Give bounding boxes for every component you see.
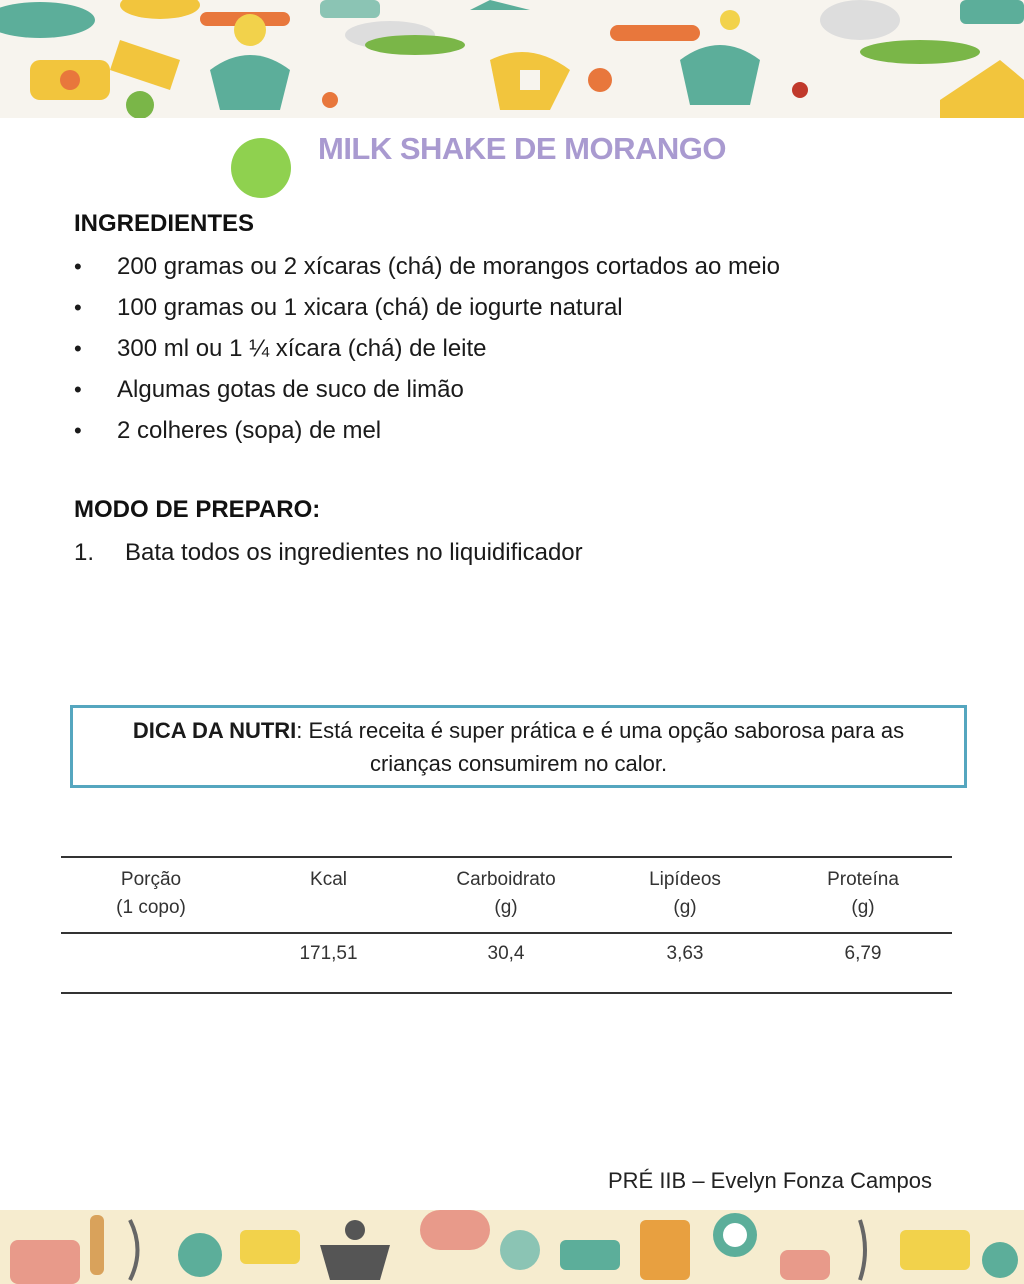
ingredient-text: 2 colheres (sopa) de mel [117, 417, 382, 444]
value-cell-protein: 6,79 [844, 943, 882, 964]
ingredients-heading: INGREDIENTES [74, 210, 255, 237]
value-cell-lipids: 3,63 [666, 943, 704, 964]
ingredient-text: 200 gramas ou 2 xícaras (chá) de morangos cortados ao meio [117, 253, 781, 280]
tip-text-line2: crianças consumirem no calor. [369, 751, 668, 776]
method-step [74, 536, 583, 570]
footer-credit: PRÉ IIB – Evelyn Fonza Campos [607, 1168, 932, 1193]
bottom-decorative-banner [0, 1210, 1024, 1284]
tip-text-line1: : Está receita é super prática e é uma opção saborosa para as [296, 718, 905, 743]
bullet-icon: • [74, 336, 82, 361]
ingredient-item [74, 332, 780, 373]
ingredient-item [74, 414, 780, 455]
top-decorative-banner [0, 0, 1024, 118]
step-text: Bata todos os ingredientes no liquidificador [125, 539, 583, 566]
bullet-icon: • [74, 377, 82, 402]
method-heading: MODO DE PREPARO: [74, 496, 321, 523]
nutrition-table [61, 856, 952, 994]
kitchen-utensils-illustration [0, 1210, 1024, 1284]
value-cell-carbs: 30,4 [487, 943, 525, 964]
ingredient-text: Algumas gotas de suco de limão [117, 376, 464, 403]
tip-label: DICA DA NUTRI [132, 718, 297, 743]
recipe-title: MILK SHAKE DE MORANGO [318, 131, 726, 166]
step-number: 1. [74, 539, 95, 566]
title-dot-decoration [231, 138, 291, 198]
bullet-icon: • [74, 295, 82, 320]
header-cell-protein: Proteína (g) [827, 869, 899, 918]
value-cell-portion [61, 933, 241, 993]
ingredient-item [74, 291, 780, 332]
ingredient-item [74, 373, 780, 414]
header-cell-carbs: Carboidrato (g) [456, 869, 556, 918]
nutrition-values-row [61, 933, 952, 993]
header-cell-kcal: Kcal [310, 869, 347, 890]
nutrition-header-row [61, 857, 952, 933]
ingredient-text: 100 gramas ou 1 xicara (chá) de iogurte natural [117, 294, 623, 321]
nutritionist-tip-box [70, 705, 967, 788]
bullet-icon: • [74, 418, 82, 443]
ingredient-text: 300 ml ou 1 ¼ xícara (chá) de leite [117, 335, 487, 362]
kitchen-pattern-illustration [0, 0, 1024, 118]
bullet-icon: • [74, 254, 82, 279]
header-cell-lipids: Lipídeos (g) [649, 869, 721, 918]
method-steps-list [74, 536, 583, 570]
value-cell-kcal: 171,51 [299, 943, 358, 964]
header-cell-portion: Porção (1 copo) [116, 869, 186, 918]
ingredients-list [74, 250, 780, 455]
ingredient-item [74, 250, 780, 291]
